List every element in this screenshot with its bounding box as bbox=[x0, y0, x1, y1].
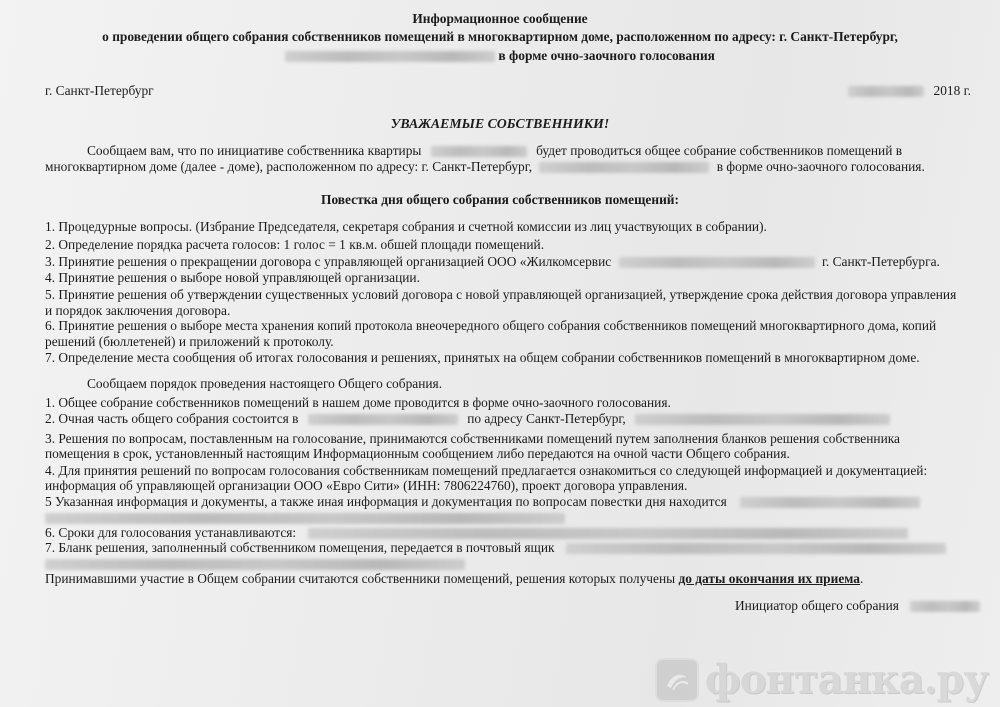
intro-line-2 bbox=[45, 159, 925, 174]
year-text: 2018 г. bbox=[933, 83, 971, 98]
agenda-item-continuation: решений (бюллетеней) и приложений к протоколу. bbox=[45, 334, 334, 349]
redacted-mailbox bbox=[566, 543, 946, 554]
order-item-continuation bbox=[45, 510, 565, 525]
order-item-5-text: 5 Указанная информация и документы, а также иная информация и документация по вопросам повестки дня находится bbox=[45, 494, 727, 509]
order-item-2-address: по адресу Санкт-Петербург, bbox=[467, 411, 626, 426]
order-item-6-text: 6. Сроки для голосования устанавливаются: bbox=[45, 525, 297, 540]
agenda-item: 2. Определение порядка расчета голосов: 1 голос = 1 кв.м. обшей площади помещений. bbox=[45, 237, 545, 252]
final-emphasis: до даты окончания их приема bbox=[678, 571, 861, 586]
redacted-address-2 bbox=[539, 162, 709, 173]
greeting: УВАЖАЕМЫЕ СОБСТВЕННИКИ! bbox=[390, 116, 610, 131]
agenda-item-3-tail: г. Санкт-Петербурга. bbox=[821, 254, 940, 269]
intro-text-4: в форме очно-заочного голосования. bbox=[716, 159, 925, 174]
order-item: 4. Для принятия решений по вопросам голосования собственникам помещений предлагается ознакомиться со следующей информацией и документацией: bbox=[45, 463, 928, 478]
intro-text-3: многоквартирном доме (далее - доме), расположенном по адресу: г. Санкт-Петербург, bbox=[45, 159, 533, 174]
redacted-location-2 bbox=[45, 513, 565, 524]
intro-text-2: будет проводиться общее собрание собственников помещений в bbox=[536, 143, 903, 158]
fontanka-logo-icon bbox=[655, 658, 699, 702]
redacted-apartment bbox=[431, 146, 527, 157]
order-item-continuation: информация об управляющей организации ООО «Евро Сити» (ИНН: 7806224760), проект договора управления. bbox=[45, 478, 688, 493]
order-item-7-text: 7. Бланк решения, заполненный собственником помещения, передается в почтовый ящик bbox=[45, 540, 555, 555]
signature-text: Инициатор общего собрания bbox=[735, 598, 899, 613]
intro-text-1: Сообщаем вам, что по инициативе собственника квартиры bbox=[87, 143, 422, 158]
order-item-2-text: 2. Очная часть общего собрания состоится в bbox=[45, 411, 299, 426]
redacted-date bbox=[848, 86, 924, 97]
intro-line-1 bbox=[87, 143, 902, 158]
redacted-mailbox-2 bbox=[45, 559, 465, 570]
redacted-deadlines bbox=[308, 528, 908, 539]
redacted-location bbox=[740, 497, 920, 508]
order-item: 3. Решения по вопросам, поставленным на голосование, принимаются собственниками помещений путем заполнения бланков решения собственника bbox=[45, 431, 900, 446]
document-subtitle: о проведении общего собрания собственников помещений в многоквартирном доме, расположенном по адресу: г. Санкт-Петербург, bbox=[102, 29, 898, 44]
agenda-item: 5. Принятие решения об утверждении существенных условий договора с новой управляющей организацией, утверждение срока действия договора управления bbox=[45, 287, 957, 302]
city-text: г. Санкт-Петербург bbox=[45, 83, 154, 98]
final-text: Принимавшими участие в Общем собрании считаются собственники помещений, решения которых получены bbox=[45, 571, 676, 586]
order-item bbox=[45, 411, 890, 426]
order-item bbox=[45, 540, 946, 555]
form-text: в форме очно-заочного голосования bbox=[498, 48, 715, 63]
redacted-address bbox=[285, 51, 495, 62]
watermark bbox=[655, 656, 988, 703]
agenda-item: 6. Принятие решения о выборе места хранения копий протокола внеочередного общего собрания собственников помещений многоквартирного дома, копий bbox=[45, 318, 937, 333]
date-block bbox=[848, 83, 971, 98]
signature-line bbox=[735, 598, 980, 613]
agenda-item bbox=[45, 254, 940, 269]
watermark-text: фонтанка.ру bbox=[704, 656, 988, 703]
order-item-continuation bbox=[45, 556, 465, 571]
agenda-title: Повестка дня общего собрания собственников помещений: bbox=[321, 192, 679, 207]
final-end: . bbox=[860, 571, 864, 586]
order-item bbox=[45, 525, 908, 540]
final-note bbox=[45, 571, 863, 586]
agenda-item: 4. Принятие решения о выборе новой управляющей организации. bbox=[45, 270, 420, 285]
redacted-company bbox=[619, 257, 815, 268]
redacted-venue bbox=[308, 414, 458, 425]
agenda-item: 7. Определение места сообщения об итогах голосования и решениях, принятых на общем собрании собственников помещений в многоквартирном доме. bbox=[45, 350, 920, 365]
order-item: 1. Общее собрание собственников помещений в нашем доме проводится в форме очно-заочного голосования. bbox=[45, 395, 671, 410]
city-date-line bbox=[45, 83, 971, 98]
redacted-initiator bbox=[910, 601, 980, 612]
order-title: Сообщаем порядок проведения настоящего Общего собрания. bbox=[87, 376, 443, 391]
document-form-line bbox=[0, 48, 1000, 63]
redacted-venue-address bbox=[635, 414, 890, 425]
order-item bbox=[45, 494, 920, 509]
document-title: Информационное сообщение bbox=[412, 11, 588, 26]
agenda-item-3-text: 3. Принятие решения о прекращении договора с управляющей организацией ООО «Жилкомсервис bbox=[45, 254, 612, 269]
order-item-continuation: помещения в срок, установленный настоящим Информационным сообщением либо передаются на очной части Общего собрания. bbox=[45, 446, 790, 461]
agenda-item-continuation: и порядок заключения договора. bbox=[45, 303, 231, 318]
agenda-item: 1. Процедурные вопросы. (Избрание Председателя, секретаря собрания и счетной комиссии из лиц участвующих в собрании). bbox=[45, 219, 767, 234]
